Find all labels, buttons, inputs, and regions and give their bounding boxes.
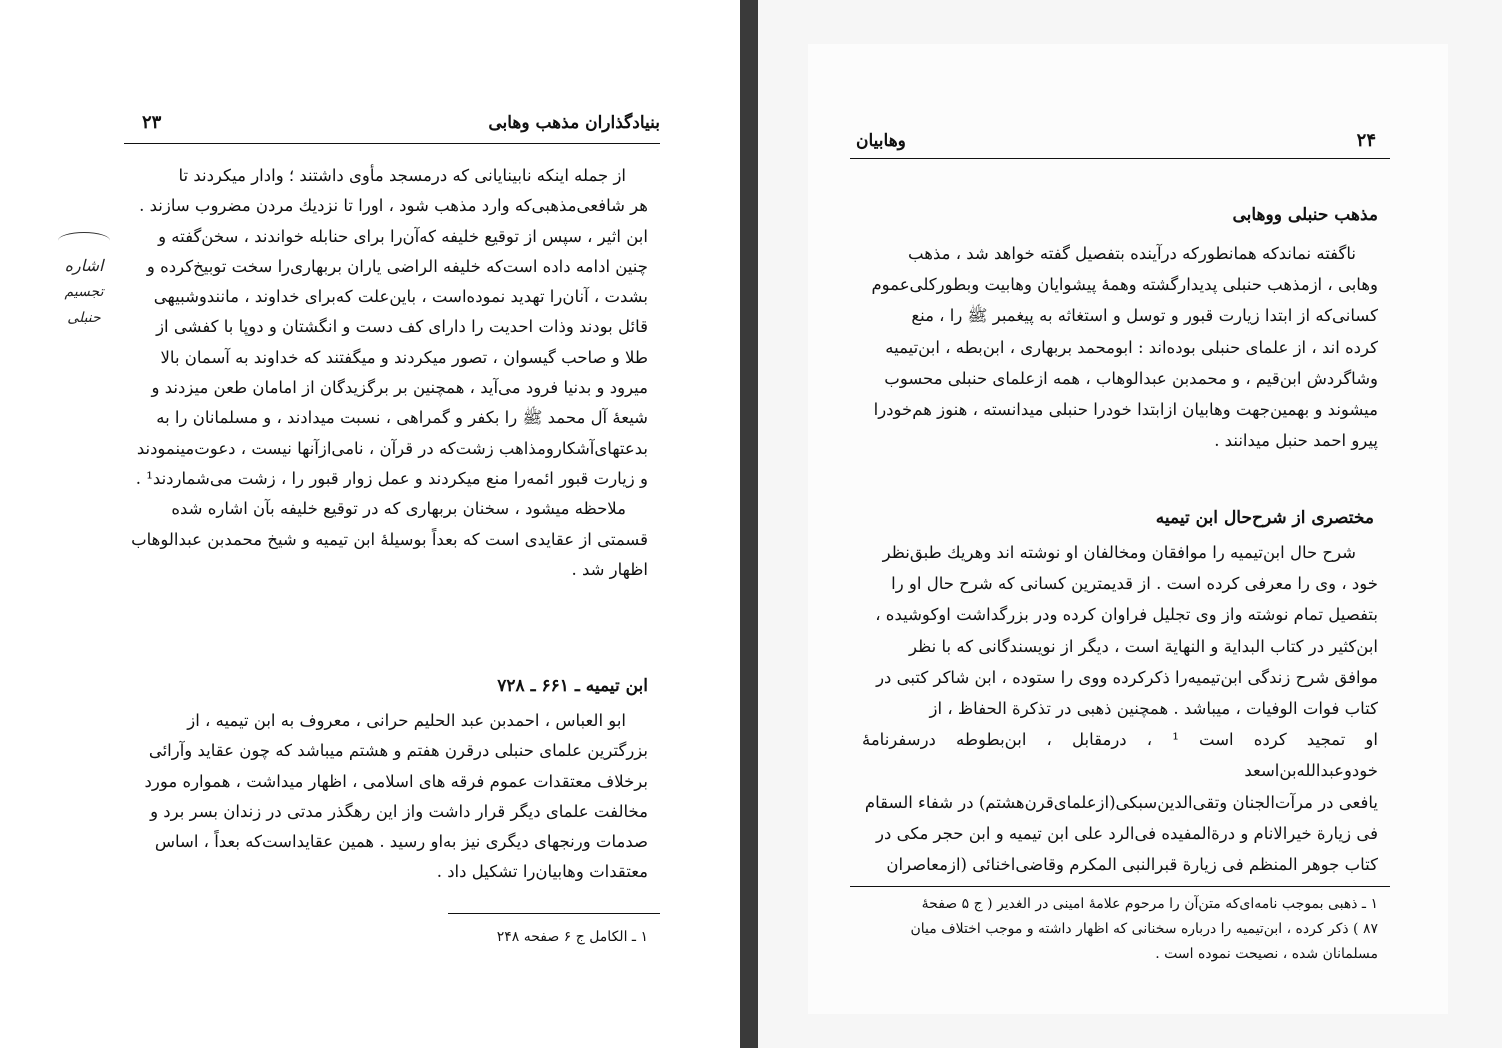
left-running-head [142, 112, 660, 133]
right-page-number: ۲۴ [1356, 130, 1376, 151]
right-para2-line: شرح حال ابن‌تیمیه را موافقان ومخالفان او نوشته اند وهریك طبق‌نظر [882, 543, 1356, 562]
left-para1-line: هر شافعی‌مذهبی‌که وارد مذهب شود ، اورا تا نزدیك مردن مضروب سازند . [139, 196, 648, 216]
left-body-block-2 [124, 706, 648, 888]
right-para2-line: فی زیارة خیرالانام و درةالمفیده فی‌الرد علی ابن تیمیه و ابن حجر مکی در [876, 823, 1378, 843]
left-para3-line: صدمات ورنجهای دیگری نیز به‌او رسید . همین عقایداست‌که بعداً ، اساس [154, 832, 648, 852]
right-para1-line: کسانی‌که از ابتدا زیارت قبور و توسل و استغاثه به پیغمبر ﷺ را ، منع [911, 306, 1378, 326]
right-footnote-line: ۸۷ ) ذکر کرده ، ابن‌تیمیه را درباره سخنانی که اظهار داشته و موجب اختلاف میان [910, 921, 1378, 937]
right-para1-line: وشاگردش ابن‌قیم ، و محمدبن عبدالوهاب ، همه ازعلمای حنبلی محسوب [884, 368, 1378, 388]
left-para1-line: بشدت ، آنان‌را تهدید نموده‌است ، باین‌علت که‌برای خداوند ، مانندوشبیهی [153, 287, 648, 307]
left-para2-line: قسمتی از عقایدی است که بعداً بوسیلهٔ ابن تیمیه و شیخ محمدبن عبدالوهاب [131, 529, 648, 549]
left-body-block-1 [124, 161, 648, 585]
right-body-block-2 [862, 537, 1378, 880]
marginal-note-line: تجسیم حنبلی [64, 284, 104, 326]
marginal-curl-mark [58, 232, 110, 249]
right-para2-line: ابن‌کثیر در کتاب البدایة و النهایة است ، دیگر از نویسندگانی که با نظر [909, 636, 1378, 656]
right-para2-line: یافعی در مرآت‌الجنان وتقی‌الدین‌سبکی(ازعلمای‌قرن‌هشتم) در شفاء السقام [864, 792, 1378, 812]
right-para2-line: بتفصیل تمام نوشته واز وی تجلیل فراوان کرده ودر بزرگداشت اوکوشیده ، [875, 605, 1378, 625]
left-para3-line: ابو العباس ، احمدبن عبد الحلیم حرانی ، معروف به ابن تیمیه ، از [187, 711, 626, 730]
left-para3-line: بزرگترین علمای حنبلی درقرن هفتم و هشتم میباشد که چون عقاید وآرائی [148, 741, 648, 761]
right-page [758, 0, 1502, 1048]
left-page [0, 0, 740, 1048]
left-footnote: ۱ ـ الکامل ج ۶ صفحه ۲۴۸ [496, 929, 648, 945]
right-para2-line: او تمجید کرده است ¹ ، درمقابل ، ابن‌بطوطه درسفرنامهٔ خودوعبدالله‌بن‌اسعد [862, 730, 1378, 781]
left-para1-line: از جمله اینکه نابینایانی که درمسجد مأوی داشتند ؛ وادار میکردند تا [178, 166, 626, 185]
right-running-head [856, 130, 1376, 151]
left-para1-line: میرود و بدنیا فرود می‌آید ، همچنین بر برگزیدگان از امامان طعن میزدند و [151, 378, 648, 398]
right-para2-line: موافق شرح زندگی ابن‌تیمیه‌را ذکرکرده ووی را ستوده ، ابن شاکر کتبی در [876, 667, 1378, 687]
left-para1-line: شیعهٔ آل محمد ﷺ را بکفر و گمراهی ، نسبت میدادند ، و مسلمانان را به [156, 408, 648, 428]
book-gutter [740, 0, 758, 1048]
left-para3-line: مخالفت علمای دیگر قرار داشت واز این رهگذر مدتی در زندان بسر برد و [150, 801, 648, 821]
left-footnote-rule [448, 913, 660, 914]
right-footnotes [862, 892, 1378, 967]
right-para2-line: کتاب فوات الوفیات ، میباشد . همچنین ذهبی در تذکرة الحفاظ ، از [929, 699, 1378, 719]
right-para1-line: ناگفته نماندکه همانطورکه درآینده بتفصیل گفته خواهد شد ، مذهب [908, 244, 1356, 263]
right-footnote-rule [850, 886, 1390, 887]
right-body-block-1 [862, 238, 1378, 456]
left-section-heading: ابن تیمیه ـ ۶۶۱ ـ ۷۲۸ [497, 676, 648, 696]
left-para1-line: قائل بودند وذات احدیت را دارای کف دست و انگشتان و دوپا با کفشی از [156, 317, 648, 337]
left-para1-line: چنین ادامه داده است‌که خلیفه الراضی یاران بربهاری‌را سخت توبیخ‌کرده و [146, 256, 648, 276]
right-running-title: وهابیان [856, 131, 906, 151]
left-header-rule [124, 143, 660, 144]
left-para2-line: اظهار شد . [571, 559, 648, 579]
right-para1-line: پیرو احمد حنبل میدانند . [1214, 431, 1378, 451]
left-para1-line: بدعتهای‌آشکارومذاهب زشت‌که در قرآن ، نامی‌ازآنها نیست ، دعوت‌مینمودند [136, 438, 648, 458]
left-running-title: بنیادگذاران مذهب وهابی [488, 113, 660, 133]
left-para1-line: طلا و صاحب گیسوان ، تصور میکردند و میگفتند که خداوند به آسمان بالا [160, 347, 648, 367]
right-para1-line: وهابی ، ازمذهب حنبلی پدیدارگشته وهمهٔ پیشوایان وهابیت وبطورکلی‌عموم [871, 275, 1378, 295]
right-section-heading-1: مذهب حنبلی ووهابی [1232, 205, 1378, 225]
right-footnote-line: مسلمانان شده ، نصیحت نموده است . [1155, 946, 1378, 962]
right-footnote-line: ۱ ـ ذهبی بموجب نامه‌ای‌که متن‌آن را مرحوم علامهٔ امینی در الغدیر ( ج ۵ صفحهٔ [921, 896, 1378, 912]
left-para3-line: برخلاف معتقدات عموم فرقه های اسلامی ، اظهار میداشت ، همواره مورد [144, 771, 648, 791]
marginal-note-line: اشاره [64, 256, 104, 275]
left-para2-line: ملاحظه میشود ، سخنان بربهاری که در توقیع خلیفه بآن اشاره شده [171, 499, 626, 519]
left-para3-line: معتقدات وهابیان‌را تشکیل داد . [436, 862, 648, 882]
right-para1-line: میشوند و بهمین‌جهت وهابیان ازابتدا خودرا حنبلی میدانسته ، هنوز هم‌خودرا [873, 400, 1378, 420]
right-para2-line: خود ، وی را معرفی کرده است . از قدیمترین کسانی که شرح حال او را [891, 574, 1378, 594]
left-para1-line: و زیارت قبور ائمه‌را منع میکردند و عمل زوار قبور را ، زشت می‌شماردند¹ . [135, 468, 648, 488]
right-para2-line: کتاب جوهر المنظم فی زیارة قبرالنبی المکرم وقاضی‌اخنائی (ازمعاصران [886, 855, 1378, 875]
right-para1-line: کرده اند ، از علمای حنبلی بوده‌اند : ابومحمد بربهاری ، ابن‌بطه ، ابن‌تیمیه [885, 337, 1378, 357]
handwritten-marginal-note [46, 232, 122, 331]
left-page-number: ۲۳ [142, 112, 162, 133]
right-section-heading-2: مختصری از شرح‌حال ابن تیمیه [1155, 508, 1374, 528]
left-para1-line: ابن اثیر ، سپس از توقیع خلیفه که‌آن‌را برای حنابله خواندند ، سخن‌گفته و [158, 226, 648, 246]
right-header-rule [850, 158, 1390, 159]
